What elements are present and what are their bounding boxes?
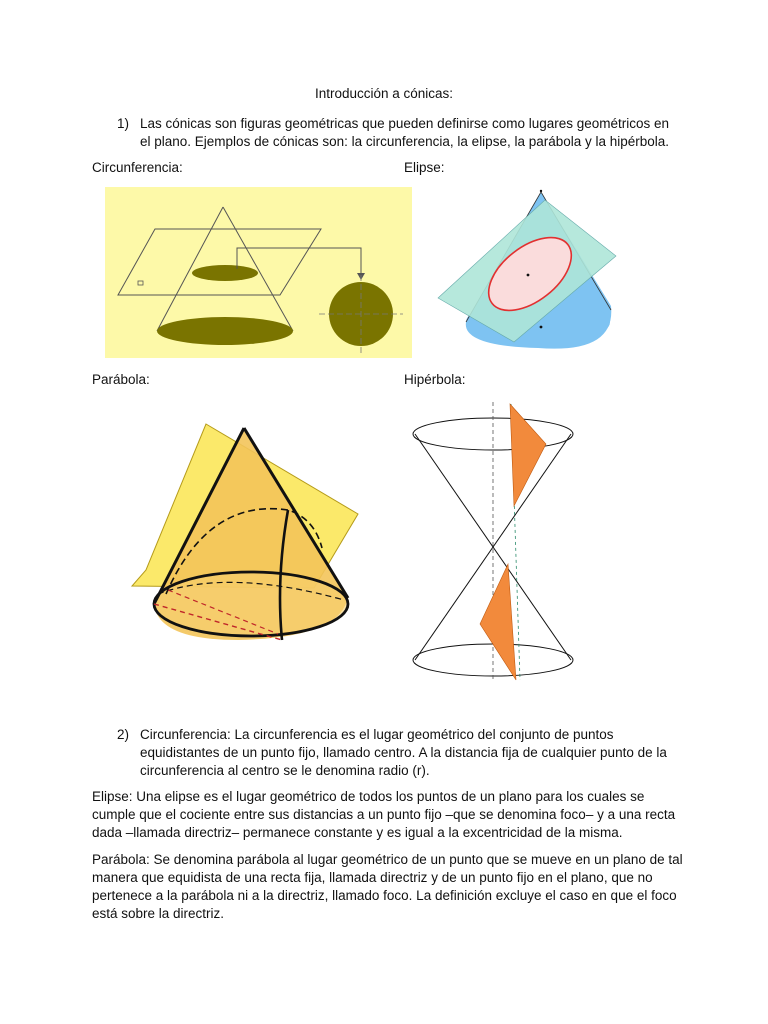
paragraph-parabola: Parábola: Se denomina parábola al lugar geométrico de un punto que se mueve en un plano de tal manera que equidista de una recta fija, llamada directriz y de un punto fijo en el plano, que no pertenece a la parábola ni a la directriz, llamado foco. La definición excluye el caso en que el foco está sobre la directriz. (92, 852, 683, 921)
paragraph-elipse: Elipse: Una elipse es el lugar geométrico de todos los puntos de un plano para los cuales se cumple que el cociente entre sus distancias a un punto fijo –que se denomina foco– y a una recta dada –llamada directriz– permanece constante y es igual a la excentricidad de la misma. (92, 789, 676, 840)
list-number: 1) (117, 116, 130, 131)
list-text: Circunferencia: La circunferencia es el lugar geométrico del conjunto de puntos equidistantes de un punto fijo, llamado centro. A la distancia fija de cualquier punto de la circunferencia al centro se le denomina radio (r). (140, 727, 667, 778)
label-parabola: Parábola: (92, 372, 150, 387)
label-elipse: Elipse: (404, 160, 445, 175)
list-number: 2) (117, 727, 130, 742)
parabola-section-figure (118, 418, 368, 646)
label-circunferencia: Circunferencia: (92, 160, 183, 175)
list-text: Las cónicas son figuras geométricas que pueden definirse como lugares geométricos en el plano. Ejemplos de cónicas son: la circunferencia, la elipse, la parábola y la hipérbola. (140, 116, 670, 149)
hyperbola-section-figure (410, 398, 580, 684)
page-title: Introducción a cónicas: (314, 86, 454, 101)
ellipse-section-figure (430, 186, 620, 354)
circle-section-figure (105, 187, 412, 358)
label-hiperbola: Hipérbola: (404, 372, 466, 387)
